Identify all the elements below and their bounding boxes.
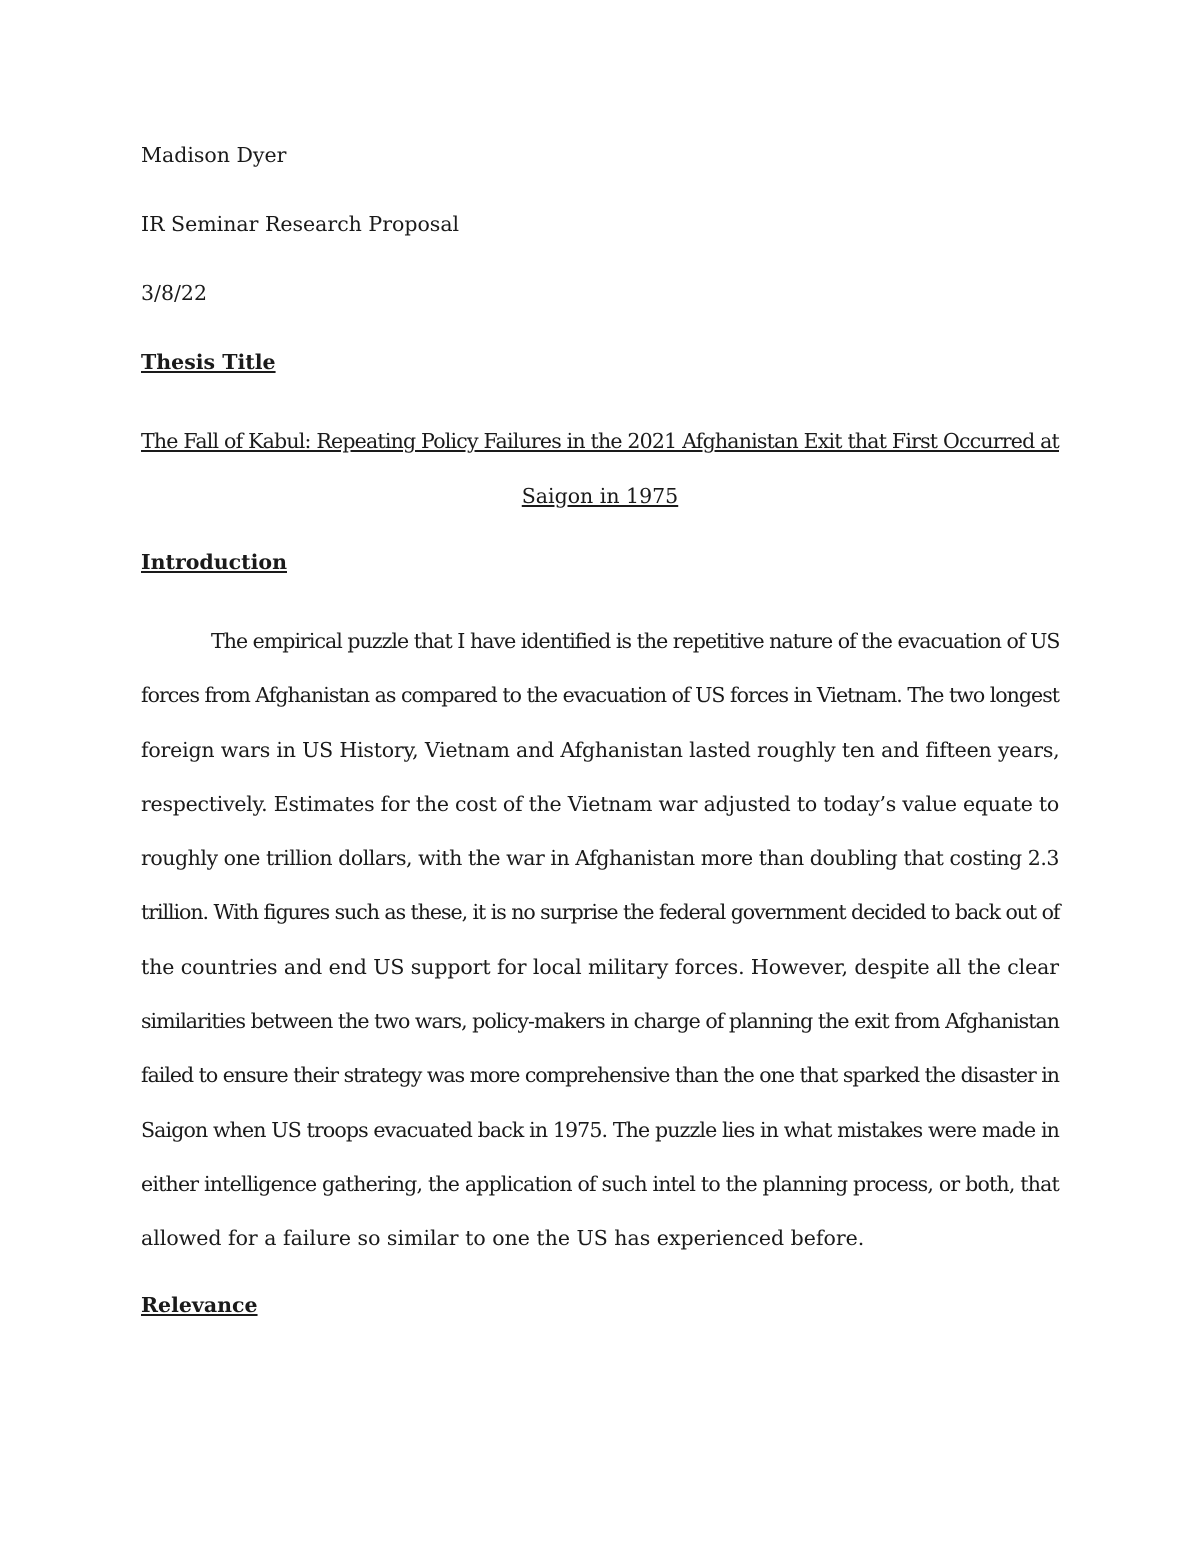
author-name: Madison Dyer bbox=[141, 143, 287, 167]
relevance-heading: Relevance bbox=[141, 1292, 258, 1317]
document-date: 3/8/22 bbox=[141, 281, 207, 305]
paragraph-line: the countries and end US support for local military forces. However, despite all the clear bbox=[141, 954, 1059, 979]
paragraph-line: respectively. Estimates for the cost of the Vietnam war adjusted to today’s value equate to bbox=[141, 791, 1059, 816]
paragraph-line: foreign wars in US History, Vietnam and Afghanistan lasted roughly ten and fifteen years, bbox=[141, 737, 1060, 762]
paragraph-line: allowed for a failure so similar to one the US has experienced before. bbox=[141, 1226, 865, 1251]
paragraph-line: Saigon when US troops evacuated back in 1975. The puzzle lies in what mistakes were made in bbox=[141, 1117, 1059, 1142]
introduction-heading: Introduction bbox=[141, 550, 287, 574]
paragraph-line: failed to ensure their strategy was more comprehensive than the one that sparked the disaster in bbox=[141, 1063, 1059, 1088]
paragraph-line: either intelligence gathering, the application of such intel to the planning process, or both, that bbox=[141, 1171, 1059, 1196]
paragraph-line: forces from Afghanistan as compared to the evacuation of US forces in Vietnam. The two longest bbox=[141, 683, 1059, 708]
document-page bbox=[141, 138, 1059, 1322]
paragraph-line: roughly one trillion dollars, with the war in Afghanistan more than doubling that costing 2.3 bbox=[141, 846, 1059, 871]
paragraph-line: The empirical puzzle that I have identified is the repetitive nature of the evacuation of US bbox=[211, 629, 1060, 653]
paragraph-line: similarities between the two wars, policy-makers in charge of planning the exit from Afghanistan bbox=[141, 1009, 1059, 1034]
introduction-paragraph bbox=[141, 614, 1059, 1266]
thesis-title bbox=[141, 414, 1059, 523]
paragraph-line: trillion. With figures such as these, it is no surprise the federal government decided to back out of bbox=[141, 900, 1060, 925]
thesis-title-line: Saigon in 1975 bbox=[521, 483, 679, 508]
thesis-title-line: The Fall of Kabul: Repeating Policy Failures in the 2021 Afghanistan Exit that First Occurred at bbox=[141, 429, 1059, 453]
course-name: IR Seminar Research Proposal bbox=[141, 212, 460, 236]
thesis-title-heading: Thesis Title bbox=[141, 350, 276, 374]
